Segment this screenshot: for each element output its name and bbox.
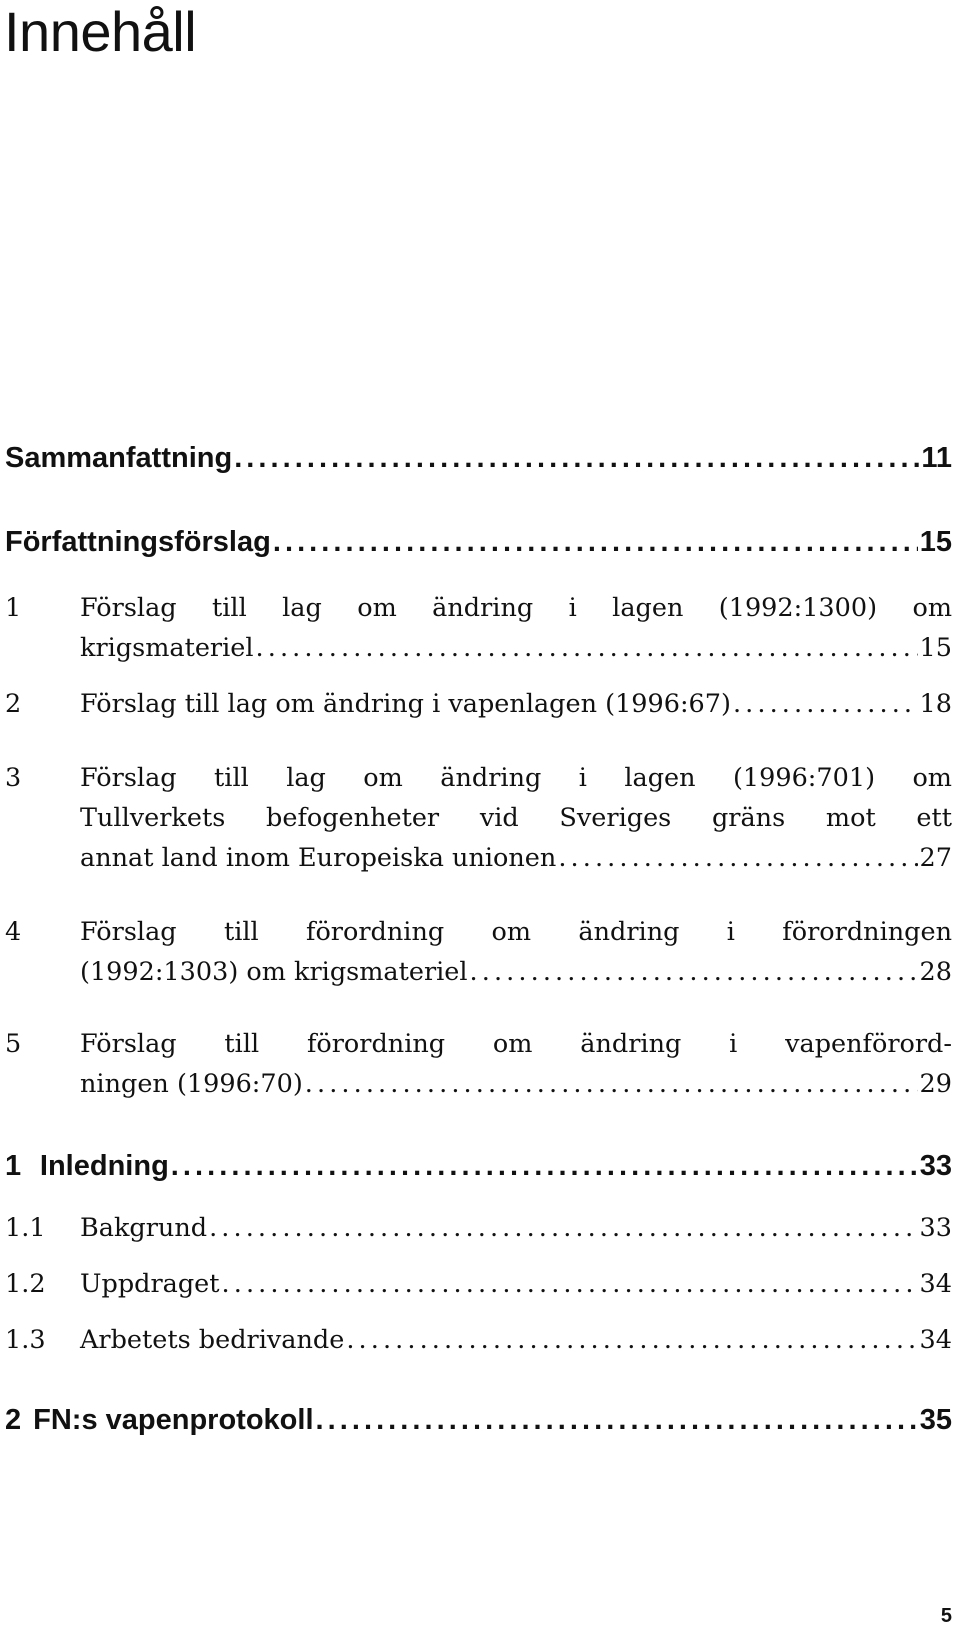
toc-entry-section-1-2[interactable] [5,1264,952,1304]
dot-leader [558,838,917,878]
toc-entry-number: 1.2 [5,1269,46,1299]
toc-entry-title: Uppdraget [80,1269,220,1299]
dot-leader [733,684,918,724]
toc-entry-page: 28 [919,957,952,987]
toc-entry-line: Tullverkets befogenheter vid Sveriges gräns mot ett [80,803,952,833]
toc-entry-page: 33 [919,1150,952,1182]
toc-entry-proposal-2[interactable] [5,684,952,724]
toc-entry-page: 34 [919,1325,952,1355]
dot-leader [305,1064,918,1104]
toc-entry-title: Inledning [39,1150,169,1182]
toc-entry-chapter-1[interactable] [5,1146,952,1186]
toc-entry-number: 1 [5,1150,22,1182]
dot-leader [470,952,918,992]
toc-entry-proposal-3[interactable] [5,758,952,878]
toc-entry-page: 27 [919,843,952,873]
toc-entry-number: 2 [5,1404,22,1436]
toc-entry-page: 15 [919,633,952,663]
toc-entry-line: Förslag till förordning om ändring i vapenförord- [80,1029,952,1059]
dot-leader [256,628,918,668]
toc-entry-title: Författningsförslag [5,526,271,558]
toc-entry-title: Förslag till lag om ändring i vapenlagen (1996:67) [80,689,731,719]
toc-entry-proposal-5[interactable] [5,1024,952,1104]
toc-entry-chapter-2[interactable] [5,1400,952,1440]
dot-leader [316,1400,918,1440]
toc-entry-forfattningsforslag[interactable] [5,522,952,562]
toc-entry-title: FN:s vapenprotokoll [33,1404,314,1436]
dot-leader [209,1208,917,1248]
toc-entry-number: 5 [5,1029,22,1059]
toc-entry-number: 1 [5,593,22,623]
dot-leader [222,1264,918,1304]
toc-entry-section-1-3[interactable] [5,1320,952,1360]
toc-entry-sammanfattning[interactable] [5,438,952,478]
toc-entry-title: Sammanfattning [5,442,233,474]
toc-entry-page: 34 [919,1269,952,1299]
toc-entry-title: Bakgrund [80,1213,208,1243]
dot-leader [171,1146,918,1186]
toc-entry-section-1-1[interactable] [5,1208,952,1248]
toc-entry-title: ningen (1996:70) [80,1069,303,1099]
page-number: 5 [940,1605,952,1627]
toc-entry-number: 2 [5,689,22,719]
toc-entry-number: 3 [5,763,22,793]
toc-entry-proposal-4[interactable] [5,912,952,992]
toc-entry-page: 11 [921,442,952,474]
toc-entry-title: Arbetets bedrivande [80,1325,345,1355]
toc-entry-number: 1.3 [5,1325,46,1355]
toc-entry-number: 4 [5,917,22,947]
dot-leader [346,1320,917,1360]
toc-entry-page: 18 [919,689,952,719]
toc-entry-page: 33 [919,1213,952,1243]
toc-entry-title: krigsmateriel [80,633,254,663]
dot-leader [273,522,918,562]
toc-entry-number: 1.1 [5,1213,46,1243]
toc-entry-title: (1992:1303) om krigsmateriel [80,957,468,987]
page-title: Innehåll [4,0,197,63]
toc-entry-line: Förslag till lag om ändring i lagen (1996:701) om [80,763,952,793]
dot-leader [234,438,919,478]
toc-entry-line: Förslag till förordning om ändring i förordningen [80,917,952,947]
toc-entry-proposal-1[interactable] [5,588,952,668]
toc-entry-page: 29 [919,1069,952,1099]
toc-entry-page: 35 [919,1404,952,1436]
toc-entry-page: 15 [919,526,952,558]
toc-entry-line: Förslag till lag om ändring i lagen (1992:1300) om [80,593,952,623]
toc-entry-title: annat land inom Europeiska unionen [80,843,557,873]
